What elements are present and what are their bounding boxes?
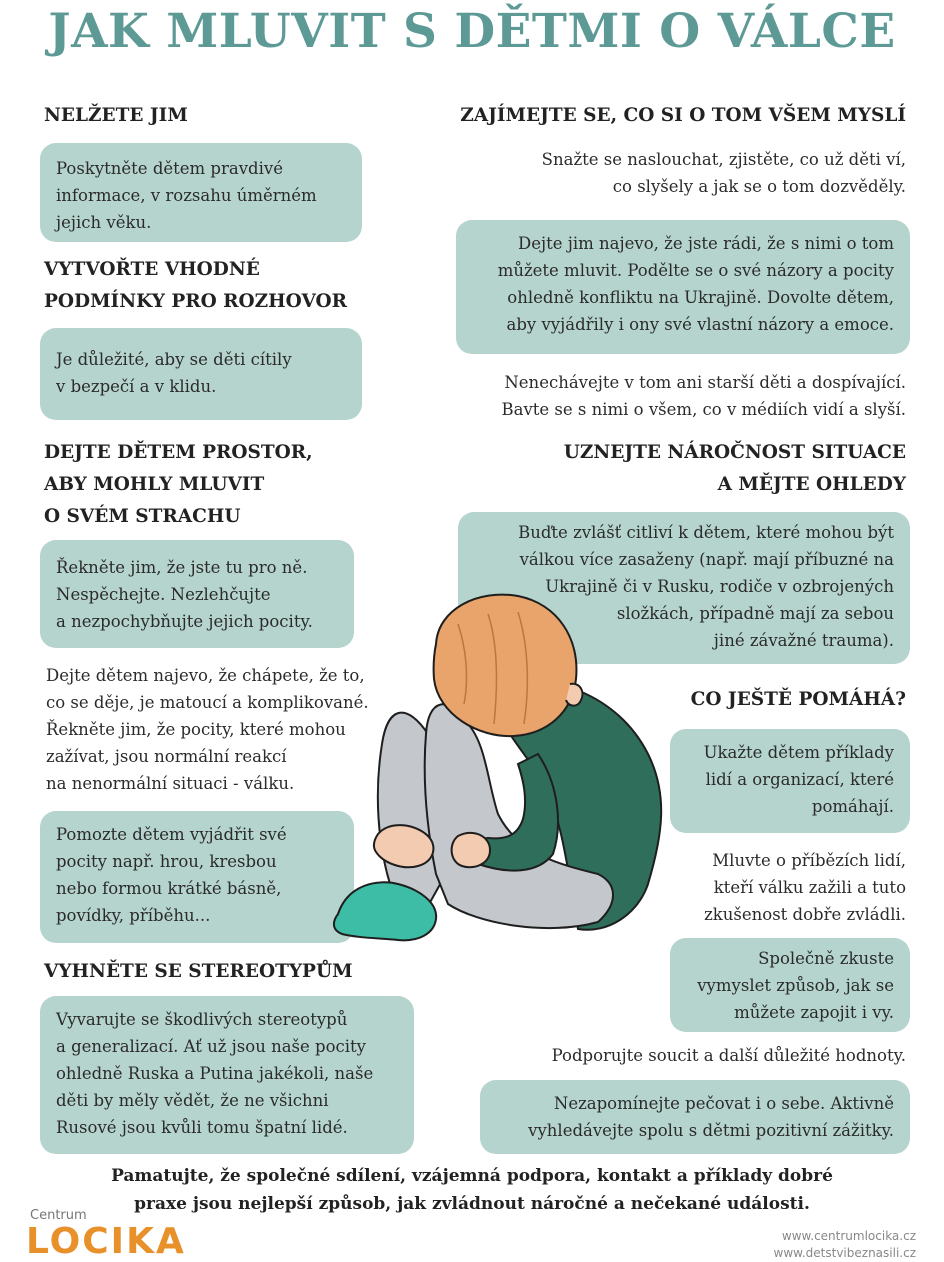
paragraph-feelings-normal: Dejte dětem najevo, že chápete, že to, co se děje, je matoucí a komplikované. Řekněte jim, že pocity, které mohou zažívat, jsou normální reakcí na nenormální situaci - válku. (46, 666, 369, 793)
box-be-there: Řekněte jim, že jste tu pro ně. Nespěchejte. Nezlehčujte a nezpochybňujte jejich pocity. (40, 540, 354, 648)
box-stereotypes: Vyvarujte se škodlivých stereotypů a generalizací. Ať už jsou naše pocity ohledně Ruska a Putina jakékoli, naše děti by měly vědět, že ne všichni Rusové jsou kvůli tomu špatní lidé. (40, 996, 414, 1154)
heading-conditions: VYTVOŘTE VHODNÉ PODMÍNKY PRO ROZHOVOR (44, 259, 347, 312)
sad-child-illustration (318, 584, 672, 952)
heading-stereotypes: VYHNĚTE SE STEREOTYPŮM (44, 961, 353, 982)
logo-small-text: Centrum (30, 1208, 87, 1223)
box-sensitive: Buďte zvlášť citliví k dětem, které mohou být válkou více zasaženy (např. mají příbuzné na Ukrajině či v Rusku, rodiče v ozbrojených složkách, případně mají za sebou jiné závažné trauma). (458, 512, 910, 664)
url-detstvibeznasili[interactable]: www.detstvibeznasili.cz (773, 1246, 916, 1260)
box-share-opinions: Dejte jim najevo, že jste rádi, že s nimi o tom můžete mluvit. Podělte se o své názory a pocity ohledně konfliktu na Ukrajině. Dovolte dětem, aby vyjádřily i ony své vlastní názory a emoce. (456, 220, 910, 354)
footer-urls (774, 1228, 916, 1262)
heading-what-helps: CO JEŠTĚ POMÁHÁ? (690, 689, 906, 710)
heading-dont-lie: NELŽETE JIM (44, 105, 188, 126)
paragraph-compassion: Podporujte soucit a další důležité hodnoty. (551, 1046, 906, 1065)
box-examples: Ukažte dětem příklady lidí a organizací, které pomáhají. (670, 729, 910, 833)
paragraph-stories: Mluvte o příbězích lidí, kteří válku zažili a tuto zkušenost dobře zvládli. (704, 851, 906, 924)
box-truthful-info: Poskytněte dětem pravdivé informace, v rozsahu úměrném jejich věku. (40, 143, 362, 242)
box-express-feelings: Pomozte dětem vyjádřit své pocity např. hrou, kresbou nebo formou krátké básně, povídky, příběhu... (40, 811, 354, 943)
footer-message: Pamatujte, že společné sdílení, vzájemná podpora, kontakt a příklady dobré praxe jsou nejlepší způsob, jak zvládnout náročné a nečekané události. (111, 1166, 833, 1214)
paragraph-listen: Snažte se naslouchat, zjistěte, co už děti ví, co slyšely a jak se o tom dozvěděly. (541, 150, 906, 196)
box-get-involved: Společně zkuste vymyslet způsob, jak se můžete zapojit i vy. (670, 938, 910, 1032)
page-title: JAK MLUVIT S DĚTMI O VÁLCE (48, 4, 896, 59)
heading-acknowledge: UZNEJTE NÁROČNOST SITUACE A MĚJTE OHLEDY (563, 442, 906, 495)
heading-interest: ZAJÍMEJTE SE, CO SI O TOM VŠEM MYSLÍ (460, 105, 906, 126)
url-centrumlocika[interactable]: www.centrumlocika.cz (781, 1229, 916, 1243)
paragraph-older-kids: Nenechávejte v tom ani starší děti a dospívající. Bavte se s nimi o všem, co v médiích vidí a slyší. (501, 373, 906, 419)
heading-space-fear: DEJTE DĚTEM PROSTOR, ABY MOHLY MLUVIT O SVÉM STRACHU (44, 442, 313, 527)
box-self-care: Nezapomínejte pečovat i o sebe. Aktivně vyhledávejte spolu s dětmi pozitivní zážitky. (480, 1080, 910, 1154)
locika-logo: LOCIKA (26, 1224, 186, 1260)
box-safety: Je důležité, aby se děti cítily v bezpečí a v klidu. (40, 328, 362, 420)
